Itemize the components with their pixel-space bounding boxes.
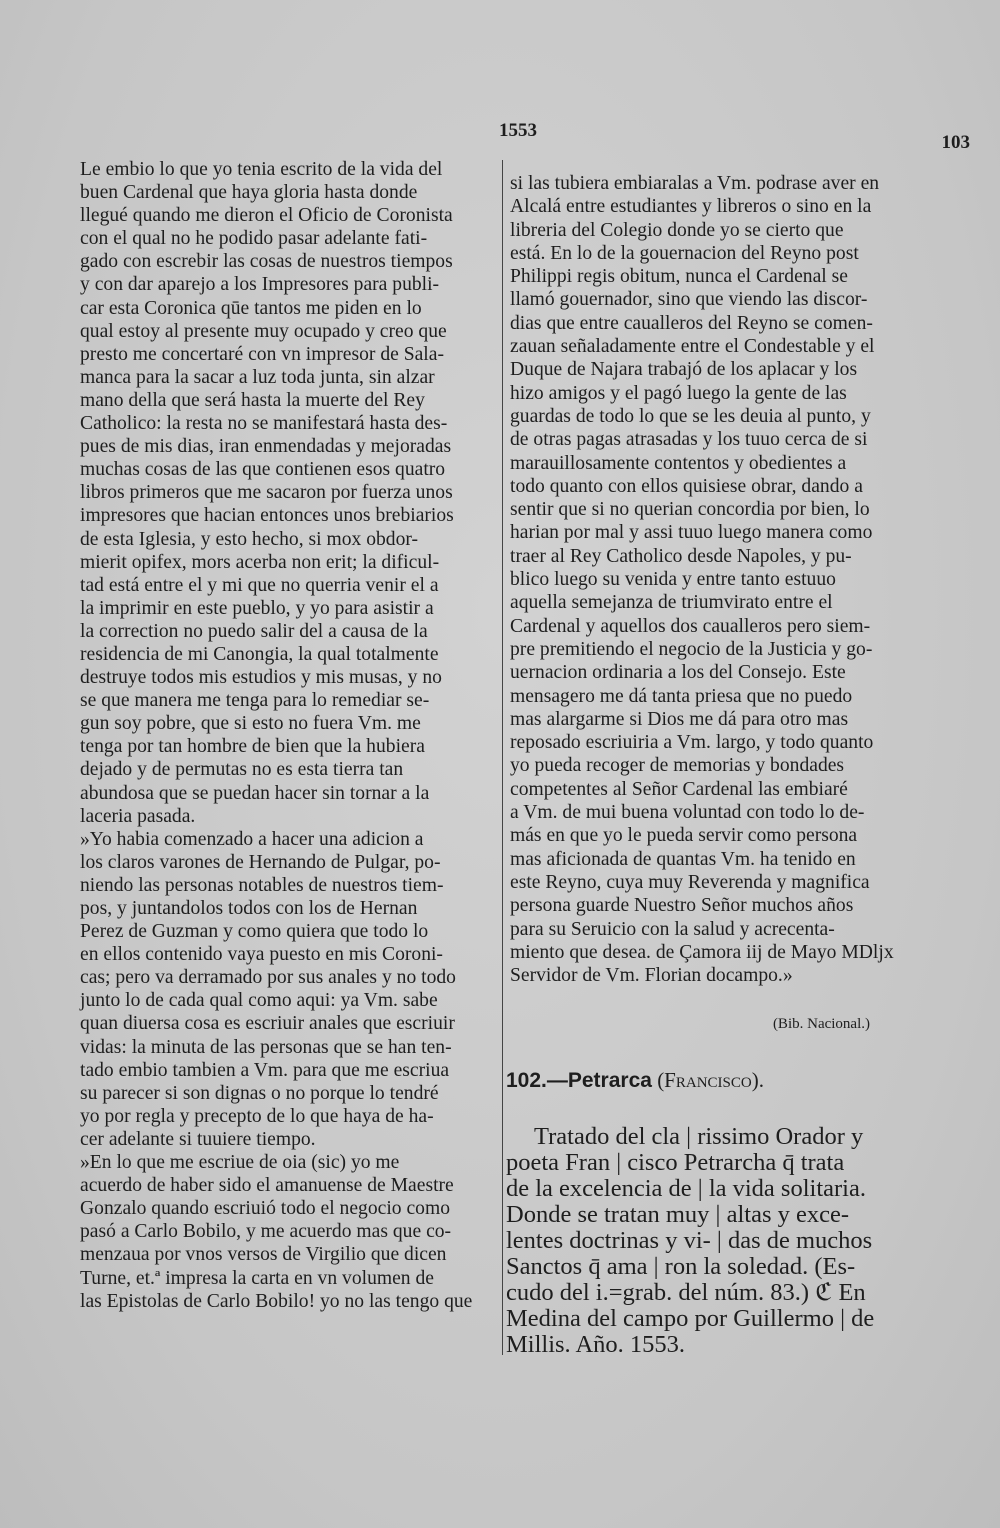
entry-line: Millis. Año. 1553. bbox=[506, 1331, 686, 1358]
text-line: pos, y juntandolos todos con los de Hernan bbox=[80, 898, 418, 919]
text-line: impresores que hacian entonces unos brebiarios bbox=[80, 505, 454, 527]
text-line: cas; pero va derramado por sus anales y no todo bbox=[80, 967, 456, 989]
text-line: yo pueda recoger de memorias y bondades bbox=[510, 755, 845, 777]
column-divider bbox=[502, 160, 503, 1355]
text-line: más en que yo le pueda servir como persona bbox=[510, 825, 858, 847]
running-year: 1553 bbox=[499, 120, 537, 141]
entry-line: cudo del i.=grab. del núm. 83.) ℭ En bbox=[506, 1279, 866, 1306]
source-note: (Bib. Nacional.) bbox=[772, 1016, 870, 1032]
entry-line: Sanctos q̄ ama | ron la soledad. (Es- bbox=[506, 1253, 856, 1280]
text-line: mierit opifex, mors acerba non erit; la dificul- bbox=[80, 551, 440, 573]
text-line: pues de mis dias, iran enmendadas y mejoradas bbox=[80, 436, 452, 458]
entry-line: poeta Fran | cisco Petrarcha q̄ trata bbox=[506, 1149, 845, 1176]
text-line: pre premitiendo el negocio de la Justicia y go- bbox=[510, 638, 873, 660]
text-line: tenga por tan hombre de bien que la hubiera bbox=[80, 736, 425, 758]
text-line: Turne, et.ª impresa la carta en vn volumen de bbox=[80, 1267, 434, 1289]
text-line: con el qual no he podido pasar adelante fati- bbox=[80, 228, 428, 250]
text-line: mano della que será hasta la muerte del Rey bbox=[80, 389, 425, 411]
text-line: menzaua por vnos versos de Virgilio que dicen bbox=[80, 1244, 447, 1266]
entry-number: 102.—Petrarca bbox=[506, 1069, 652, 1092]
text-line: qual estoy al presente muy ocupado y creo que bbox=[80, 320, 447, 342]
text-line: competentes al Señor Cardenal las embiaré bbox=[510, 778, 848, 800]
text-line: muchas cosas de las que contienen esos quatro bbox=[80, 459, 446, 481]
entry-line: Tratado del cla | rissimo Orador y bbox=[534, 1123, 864, 1150]
text-line: acuerdo de haber sido el amanuense de Maestre bbox=[80, 1175, 454, 1197]
text-line: aquella semejanza de triumvirato entre el bbox=[510, 592, 833, 614]
text-line: niendo las personas notables de nuestros tiem- bbox=[80, 874, 444, 896]
text-line: la correction no puedo salir del a causa de la bbox=[80, 620, 428, 642]
text-line: zauan señaladamente entre el Condestable y el bbox=[510, 336, 875, 358]
text-line: guardas de todo lo que se les deuia al punto, y bbox=[510, 405, 871, 427]
text-line: los claros varones de Hernando de Pulgar, po- bbox=[80, 851, 441, 873]
entry-line: de la excelencia de | la vida solitaria. bbox=[506, 1175, 866, 1202]
text-line: miento que desea. de Çamora iij de Mayo MDljx bbox=[510, 941, 894, 963]
page-number: 103 bbox=[941, 132, 970, 153]
text-line: su parecer si son dignas o no porque lo tendré bbox=[80, 1082, 439, 1104]
text-line: residencia de mi Canongia, la qual totalmente bbox=[80, 643, 439, 665]
text-line: Cardenal y aquellos dos caualleros pero siem- bbox=[510, 615, 871, 637]
text-line: mas aficionada de quantas Vm. ha tenido en bbox=[510, 848, 856, 870]
text-line: »En lo que me escriue de oia (sic) yo me bbox=[80, 1152, 400, 1174]
entry-line: Donde se tratan muy | altas y exce- bbox=[506, 1201, 850, 1228]
text-line: si las tubiera embiaralas a Vm. podrase aver en bbox=[510, 173, 880, 194]
entry-line: lentes doctrinas y vi- | das de muchos bbox=[506, 1227, 873, 1254]
text-line: Gonzalo quando escriuió todo el negocio como bbox=[80, 1198, 451, 1220]
text-line: Servidor de Vm. Florian docampo.» bbox=[510, 965, 793, 987]
text-line: marauillosamente contentos y obedientes a bbox=[510, 452, 847, 474]
left-column bbox=[80, 158, 492, 1313]
text-line: abundosa que se puedan hacer sin tornar a la bbox=[80, 782, 430, 804]
text-line: Catholico: la resta no se manifestará hasta des- bbox=[80, 413, 448, 435]
text-line: Alcalá entre estudiantes y libreros o sino en la bbox=[510, 196, 872, 218]
text-line: traer al Rey Catholico desde Napoles, y pu- bbox=[510, 545, 852, 567]
text-line: laceria pasada. bbox=[80, 805, 196, 827]
text-line: reposado escriuiria a Vm. largo, y todo quanto bbox=[510, 732, 874, 754]
text-line: car esta Coronica qūe tantos me piden en lo bbox=[80, 297, 422, 319]
text-line: para su Seruicio con la salud y acrecenta- bbox=[510, 918, 835, 940]
text-line: Perez de Guzman y como quiera que todo lo bbox=[80, 921, 429, 943]
text-line: harian por mal y assi tuuo luego manera como bbox=[510, 522, 873, 544]
text-line: destruye todos mis estudios y mis musas, y no bbox=[80, 667, 442, 689]
text-line: llegué quando me dieron el Oficio de Coronista bbox=[80, 205, 453, 227]
text-line: buen Cardenal que haya gloria hasta donde bbox=[80, 182, 418, 204]
text-line: este Reyno, cuya muy Reverenda y magnifica bbox=[510, 871, 870, 893]
text-line: blico luego su venida y entre tanto estuuo bbox=[510, 569, 836, 591]
text-line: »Yo habia comenzado a hacer una adicion a bbox=[80, 828, 424, 850]
text-line: dias que entre caualleros del Reyno se comen- bbox=[510, 312, 873, 334]
text-line: y con dar aparejo a los Impresores para publi- bbox=[80, 274, 440, 296]
entry-title-description bbox=[506, 1124, 926, 1358]
text-line: a Vm. de mui buena voluntad con todo lo de- bbox=[510, 802, 865, 824]
text-line: Philippi regis obitum, nunca el Cardenal se bbox=[510, 266, 848, 288]
text-line: mas alargarme si Dios me dá para otro mas bbox=[510, 708, 849, 730]
text-line: uernacion ordinaria a los del Consejo. Este bbox=[510, 662, 846, 684]
text-line: tado embio tambien a Vm. para que me escriua bbox=[80, 1059, 450, 1081]
text-line: presto me concertaré con vn impresor de Sala- bbox=[80, 343, 444, 365]
text-line: tad está entre el y mi que no querria venir el a bbox=[80, 574, 439, 596]
entry-author-first-name: (Francisco). bbox=[657, 1068, 764, 1092]
text-line: en ellos contenido vaya puesto en mis Coroni- bbox=[80, 944, 443, 966]
text-line: gado con escrebir las cosas de nuestros tiempos bbox=[80, 251, 453, 273]
text-line: persona guarde Nuestro Señor muchos años bbox=[510, 895, 854, 917]
text-line: libreria del Colegio donde yo se cierto que bbox=[510, 219, 844, 241]
text-line: todo quanto con ellos quisiese obrar, dando a bbox=[510, 475, 863, 497]
text-line: Le embio lo que yo tenia escrito de la vida del bbox=[80, 159, 443, 180]
text-line: hizo amigos y el pagó luego la gente de las bbox=[510, 382, 847, 404]
text-line: llamó gouernador, sino que viendo las discor- bbox=[510, 289, 868, 311]
entry-line: Medina del campo por Guillermo | de bbox=[506, 1305, 875, 1332]
text-line: se que manera me tenga para lo remediar se- bbox=[80, 690, 430, 712]
text-line: cer adelante si tuuiere tiempo. bbox=[80, 1128, 316, 1150]
text-line: quan diuersa cosa es escriuir anales que escriuir bbox=[80, 1013, 455, 1035]
text-line: de esta Iglesia, y esto hecho, si mox obdor- bbox=[80, 528, 419, 550]
right-column bbox=[510, 172, 926, 987]
text-line: junto lo de cada qual como aqui: ya Vm. sabe bbox=[80, 990, 438, 1012]
text-line: pasó a Carlo Bobilo, y me acuerdo mas que co- bbox=[80, 1221, 452, 1243]
text-line: de otras pagas atrasadas y los tuuo cerca de si bbox=[510, 429, 868, 451]
text-line: las Epistolas de Carlo Bobilo! yo no las tengo que bbox=[80, 1290, 473, 1312]
text-line: está. En lo de la gouernacion del Reyno post bbox=[510, 242, 859, 264]
text-line: dejado y de permutas no es esta tierra tan bbox=[80, 759, 404, 781]
text-line: mensagero me dá tanta priesa que no puedo bbox=[510, 685, 853, 707]
entry-heading bbox=[506, 1068, 764, 1093]
text-line: sentir que si no querian concordia por bien, lo bbox=[510, 499, 870, 521]
text-line: gun soy pobre, que si esto no fuera Vm. me bbox=[80, 713, 421, 735]
text-line: Duque de Najara trabajó de los aplacar y los bbox=[510, 359, 858, 381]
text-line: vidas: la minuta de las personas que se han ten- bbox=[80, 1036, 452, 1058]
text-line: la imprimir en este pueblo, y yo para asistir a bbox=[80, 597, 434, 619]
text-line: yo por regla y precepto de lo que haya de ha- bbox=[80, 1105, 434, 1127]
text-line: manca para la sacar a luz toda junta, sin alzar bbox=[80, 366, 435, 388]
text-line: libros primeros que me sacaron por fuerza unos bbox=[80, 482, 453, 504]
